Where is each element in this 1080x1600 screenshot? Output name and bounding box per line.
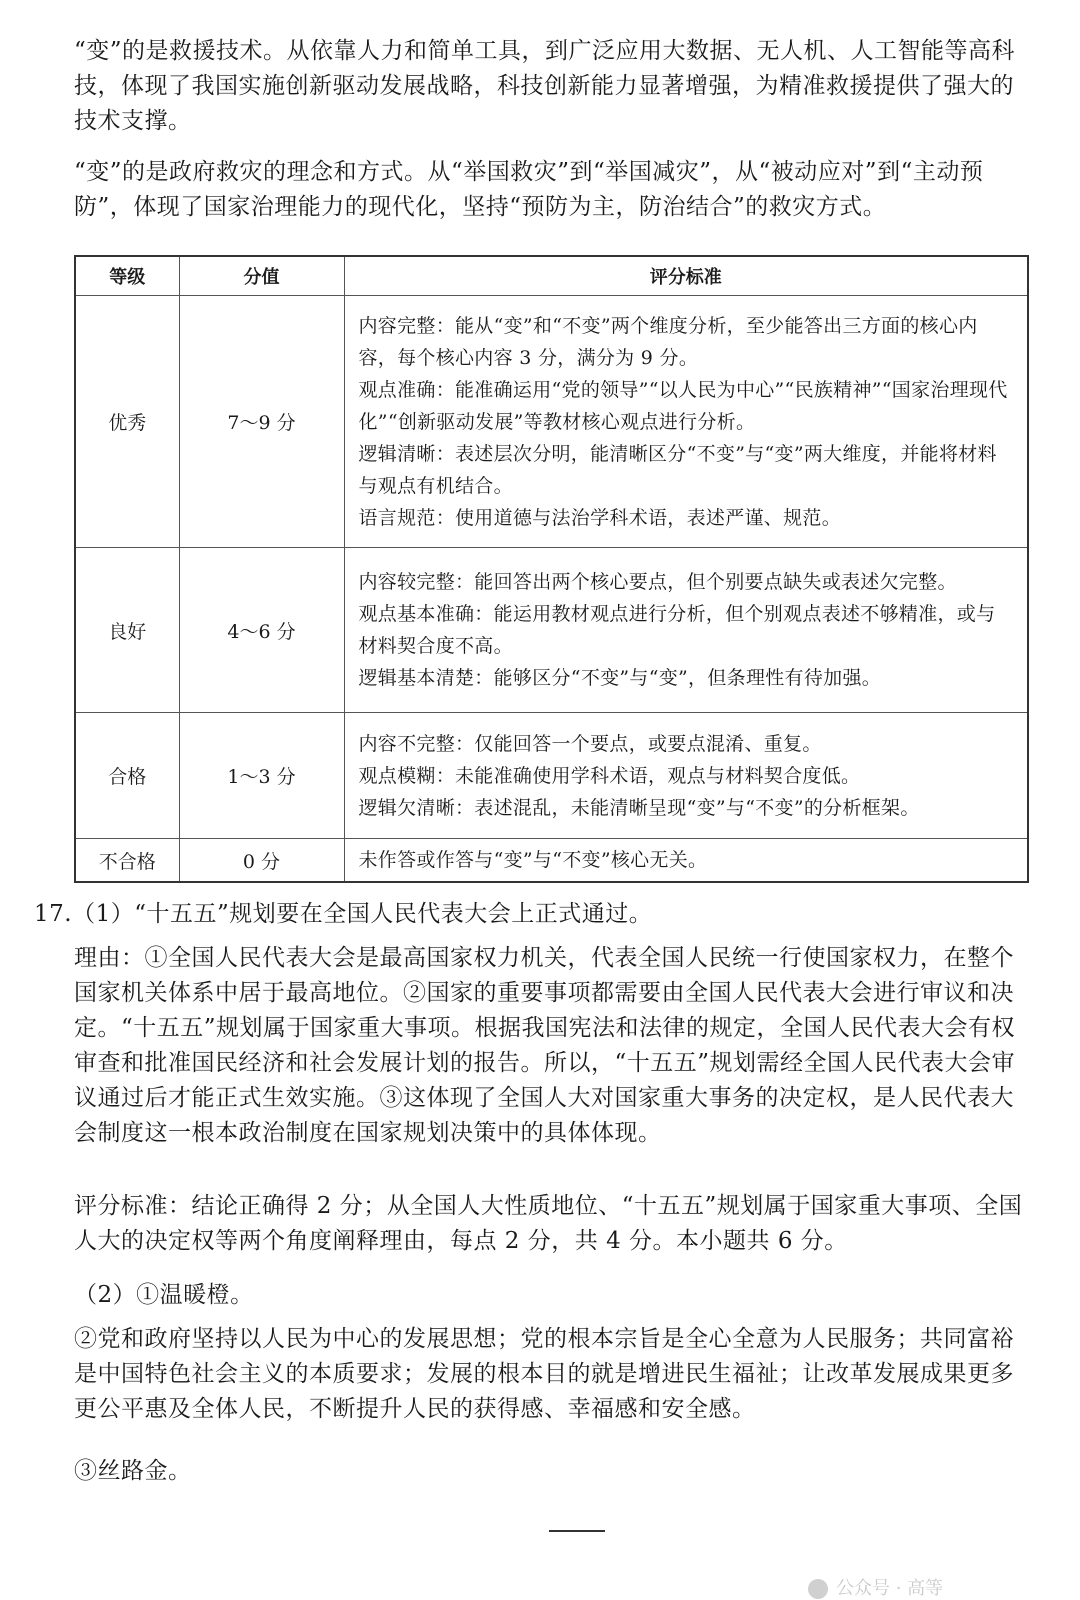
table-row bbox=[75, 839, 1028, 883]
score-cell: 1～3 分 bbox=[179, 713, 344, 839]
question-17-part2-3: ③丝路金。 bbox=[74, 1458, 192, 1484]
criteria-cell bbox=[344, 548, 1028, 713]
intro-paragraph-2: “变”的是政府救灾的理念和方式。从“举国救灾”到“举国减灾”，从“被动应对”到“主动预防”，体现了国家治理能力的现代化，坚持“预防为主，防治结合”的救灾方式。 bbox=[74, 159, 984, 220]
watermark-text: 公众号 · 高等 bbox=[836, 1578, 944, 1599]
criteria-line: 观点基本准确：能运用教材观点进行分析，但个别观点表述不够精准，或与材料契合度不高。 bbox=[358, 603, 996, 657]
level-cell: 不合格 bbox=[75, 839, 179, 883]
criteria-line: 逻辑基本清楚：能够区分“不变”与“变”，但条理性有待加强。 bbox=[358, 667, 882, 689]
level-cell: 合格 bbox=[75, 713, 179, 839]
header-level: 等级 bbox=[75, 256, 179, 296]
score-cell: 0 分 bbox=[179, 839, 344, 883]
question-17-title: 17.（1）“十五五”规划要在全国人民代表大会上正式通过。 bbox=[34, 901, 653, 927]
criteria-line: 逻辑欠清晰：表述混乱，未能清晰呈现“变”与“不变”的分析框架。 bbox=[358, 796, 920, 819]
criteria-line: 逻辑清晰：表述层次分明，能清晰区分“不变”与“变”两大维度，并能将材料与观点有机结合。 bbox=[358, 442, 997, 497]
criteria-line: 内容完整：能从“变”和“不变”两个维度分析，至少能答出三方面的核心内容，每个核心内容 3 分，满分为 9 分。 bbox=[358, 314, 978, 369]
question-17-part2-1: （2）①温暖橙。 bbox=[74, 1282, 254, 1308]
table-row bbox=[75, 713, 1028, 839]
criteria-cell bbox=[344, 296, 1028, 548]
level-cell: 良好 bbox=[75, 548, 179, 713]
criteria-line: 观点准确：能准确运用“党的领导”“以人民为中心”“民族精神”“国家治理现代化”“创新驱动发展”等教材核心观点进行分析。 bbox=[358, 378, 1008, 433]
criteria-line: 观点模糊：未能准确使用学科术语，观点与材料契合度低。 bbox=[358, 764, 861, 787]
criteria-line: 语言规范：使用道德与法治学科术语，表述严谨、规范。 bbox=[358, 506, 842, 529]
table-row bbox=[75, 296, 1028, 548]
criteria-line: 未作答或作答与“变”与“不变”核心无关。 bbox=[358, 849, 708, 871]
table-header-row bbox=[75, 256, 1028, 296]
intro-paragraph-1: “变”的是救援技术。从依靠人力和简单工具，到广泛应用大数据、无人机、人工智能等高科技，体现了我国实施创新驱动发展战略，科技创新能力显著增强，为精准救援提供了强大的技术支撑。 bbox=[74, 38, 1016, 134]
score-cell: 4～6 分 bbox=[179, 548, 344, 713]
watermark bbox=[808, 1574, 943, 1600]
score-cell: 7～9 分 bbox=[179, 296, 344, 548]
criteria-cell bbox=[344, 713, 1028, 839]
question-17-rubric: 评分标准：结论正确得 2 分；从全国人大性质地位、“十五五”规划属于国家重大事项、全国人大的决定权等两个角度阐释理由，每点 2 分，共 4 分。本小题共 6 分。 bbox=[74, 1193, 1023, 1254]
question-17-reason: 理由：①全国人民代表大会是最高国家权力机关，代表全国人民统一行使国家权力，在整个国家机关体系中居于最高地位。②国家的重要事项都需要由全国人民代表大会进行审议和决定。“十五五”规划属于国家重大事项。根据我国宪法和法律的规定，全国人民代表大会有权审查和批准国民经济和社会发展计划的报告。所以，“十五五”规划需经全国人民代表大会审议通过后才能正式生效实施。③这体现了全国人大对国家重大事务的决定权，是人民代表大会制度这一根本政治制度在国家规划决策中的具体体现。 bbox=[74, 945, 1016, 1146]
page-footer-rule bbox=[549, 1530, 605, 1532]
question-17-part2-2: ②党和政府坚持以人民为中心的发展思想；党的根本宗旨是全心全意为人民服务；共同富裕是中国特色社会主义的本质要求；发展的根本目的就是增进民生福祉；让改革发展成果更多更公平惠及全体人民，不断提升人民的获得感、幸福感和安全感。 bbox=[74, 1326, 1014, 1422]
criteria-line: 内容不完整：仅能回答一个要点，或要点混淆、重复。 bbox=[358, 732, 822, 755]
header-score: 分值 bbox=[179, 256, 344, 296]
criteria-cell bbox=[344, 839, 1028, 883]
wechat-icon bbox=[808, 1579, 828, 1599]
table-row bbox=[75, 548, 1028, 713]
rubric-table bbox=[74, 255, 1029, 883]
level-cell: 优秀 bbox=[75, 296, 179, 548]
header-criteria: 评分标准 bbox=[344, 256, 1028, 296]
criteria-line: 内容较完整：能回答出两个核心要点，但个别要点缺失或表述欠完整。 bbox=[358, 571, 957, 593]
